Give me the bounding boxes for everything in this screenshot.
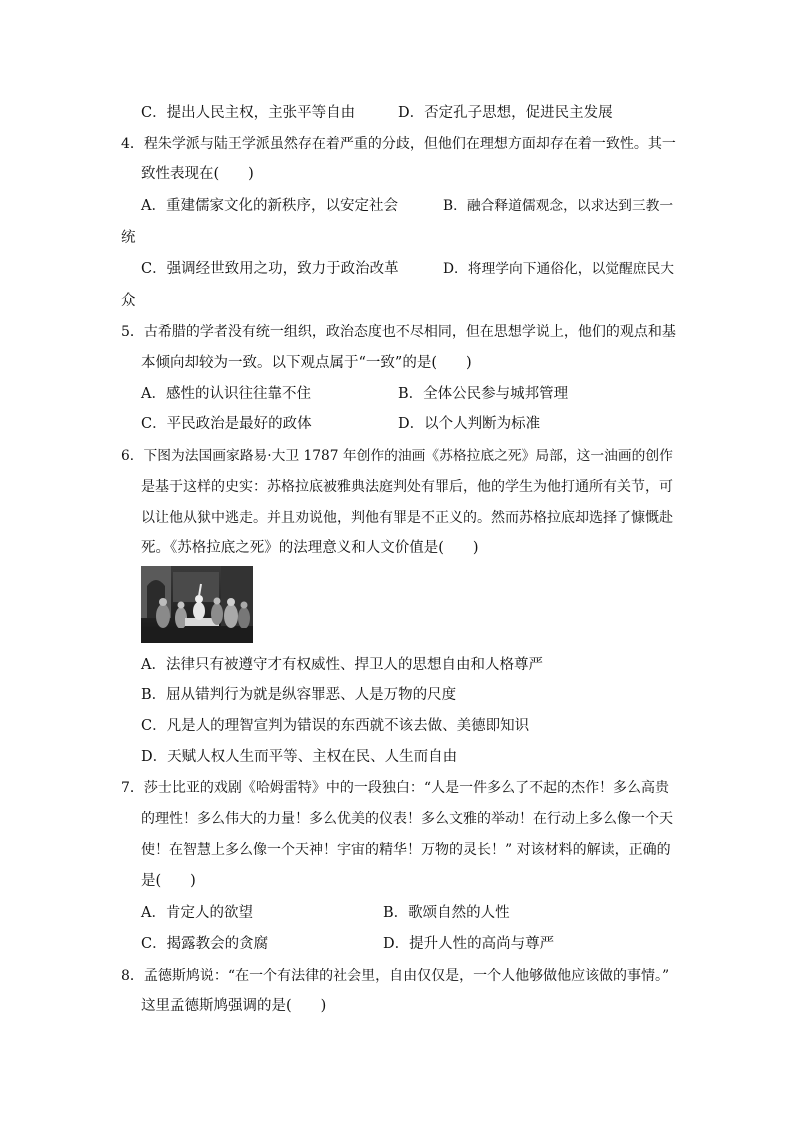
q3-option-c: C．提出人民主权，主张平等自由 bbox=[141, 105, 356, 121]
q4-option-a: A．重建儒家文化的新秩序，以安定社会 bbox=[141, 198, 398, 214]
q7-option-a: A．肯定人的欲望 bbox=[141, 905, 253, 921]
q6-stem-line4: 死。《苏格拉底之死》的法理意义和人文价值是( ) bbox=[141, 540, 479, 556]
q5-option-a: A．感性的认识往往靠不住 bbox=[141, 386, 311, 402]
q4-option-d-wrap: 众 bbox=[121, 293, 136, 309]
q6-option-a: A．法律只有被遵守才有权威性、捍卫人的思想自由和人格尊严 bbox=[141, 657, 543, 673]
q7-option-c: C．揭露教会的贪腐 bbox=[141, 936, 269, 952]
q5-stem-line2: 本倾向却较为一致。以下观点属于“一致”的是( ) bbox=[141, 355, 472, 371]
q7-option-d: D．提升人性的高尚与尊严 bbox=[383, 936, 555, 952]
q5-option-d: D．以个人判断为标准 bbox=[398, 416, 541, 432]
painting-image-icon bbox=[141, 566, 253, 643]
q6-stem-line2: 是基于这样的史实：苏格拉底被雅典法庭判处有罪后，他的学生为他打通所有关节，可 bbox=[141, 479, 673, 495]
q7-stem-line3: 使！在智慧上多么像一个天神！宇宙的精华！万物的灵长！” 对该材料的解读，正确的 bbox=[141, 842, 671, 858]
q7-stem-line2: 的理性！多么伟大的力量！多么优美的仪表！多么文雅的举动！在行动上多么像一个天 bbox=[141, 811, 673, 827]
q6-stem-line1: 6．下图为法国画家路易·大卫 1787 年创作的油画《苏格拉底之死》局部，这一油画的创作 bbox=[121, 448, 673, 464]
q7-stem-line1: 7．莎士比亚的戏剧《哈姆雷特》中的一段独白：“人是一件多么了不起的杰作！多么高贵 bbox=[121, 780, 670, 796]
q6-option-c: C．凡是人的理智宣判为错误的东西就不该去做、美德即知识 bbox=[141, 718, 530, 734]
q4-stem-line2: 致性表现在( ) bbox=[141, 166, 254, 182]
q8-stem-line2: 这里孟德斯鸠强调的是( ) bbox=[141, 998, 327, 1014]
q5-option-b: B．全体公民参与城邦管理 bbox=[398, 386, 569, 402]
death-of-socrates-painting bbox=[141, 566, 253, 643]
q6-stem-line3: 以让他从狱中逃走。并且劝说他，判他有罪是不正义的。然而苏格拉底却选择了慷慨赴 bbox=[141, 510, 673, 526]
q5-option-c: C．平民政治是最好的政体 bbox=[141, 416, 312, 432]
q4-option-d: D．将理学向下通俗化，以觉醒庶民大 bbox=[443, 261, 675, 277]
q4-stem-line1: 4．程朱学派与陆王学派虽然存在着严重的分歧，但他们在理想方面却存在着一致性。其一 bbox=[121, 136, 676, 152]
q8-stem-line1: 8．孟德斯鸠说：“在一个有法律的社会里，自由仅仅是，一个人他够做他应该做的事情。” bbox=[121, 968, 670, 984]
q5-stem-line1: 5．古希腊的学者没有统一组织，政治态度也不尽相同，但在思想学说上，他们的观点和基 bbox=[121, 324, 676, 340]
q4-option-b: B．融合释道儒观念，以求达到三教一 bbox=[443, 198, 674, 214]
q4-option-b-wrap: 统 bbox=[121, 230, 136, 246]
q7-stem-line4: 是( ) bbox=[141, 873, 196, 889]
q3-option-d: D．否定孔子思想，促进民主发展 bbox=[398, 105, 613, 121]
q7-option-b: B．歌颂自然的人性 bbox=[383, 905, 510, 921]
q6-option-d: D．天赋人权人生而平等、主权在民、人生而自由 bbox=[141, 749, 458, 765]
q6-option-b: B．屈从错判行为就是纵容罪恶、人是万物的尺度 bbox=[141, 687, 457, 703]
q4-option-c: C．强调经世致用之功，致力于政治改革 bbox=[141, 261, 399, 277]
